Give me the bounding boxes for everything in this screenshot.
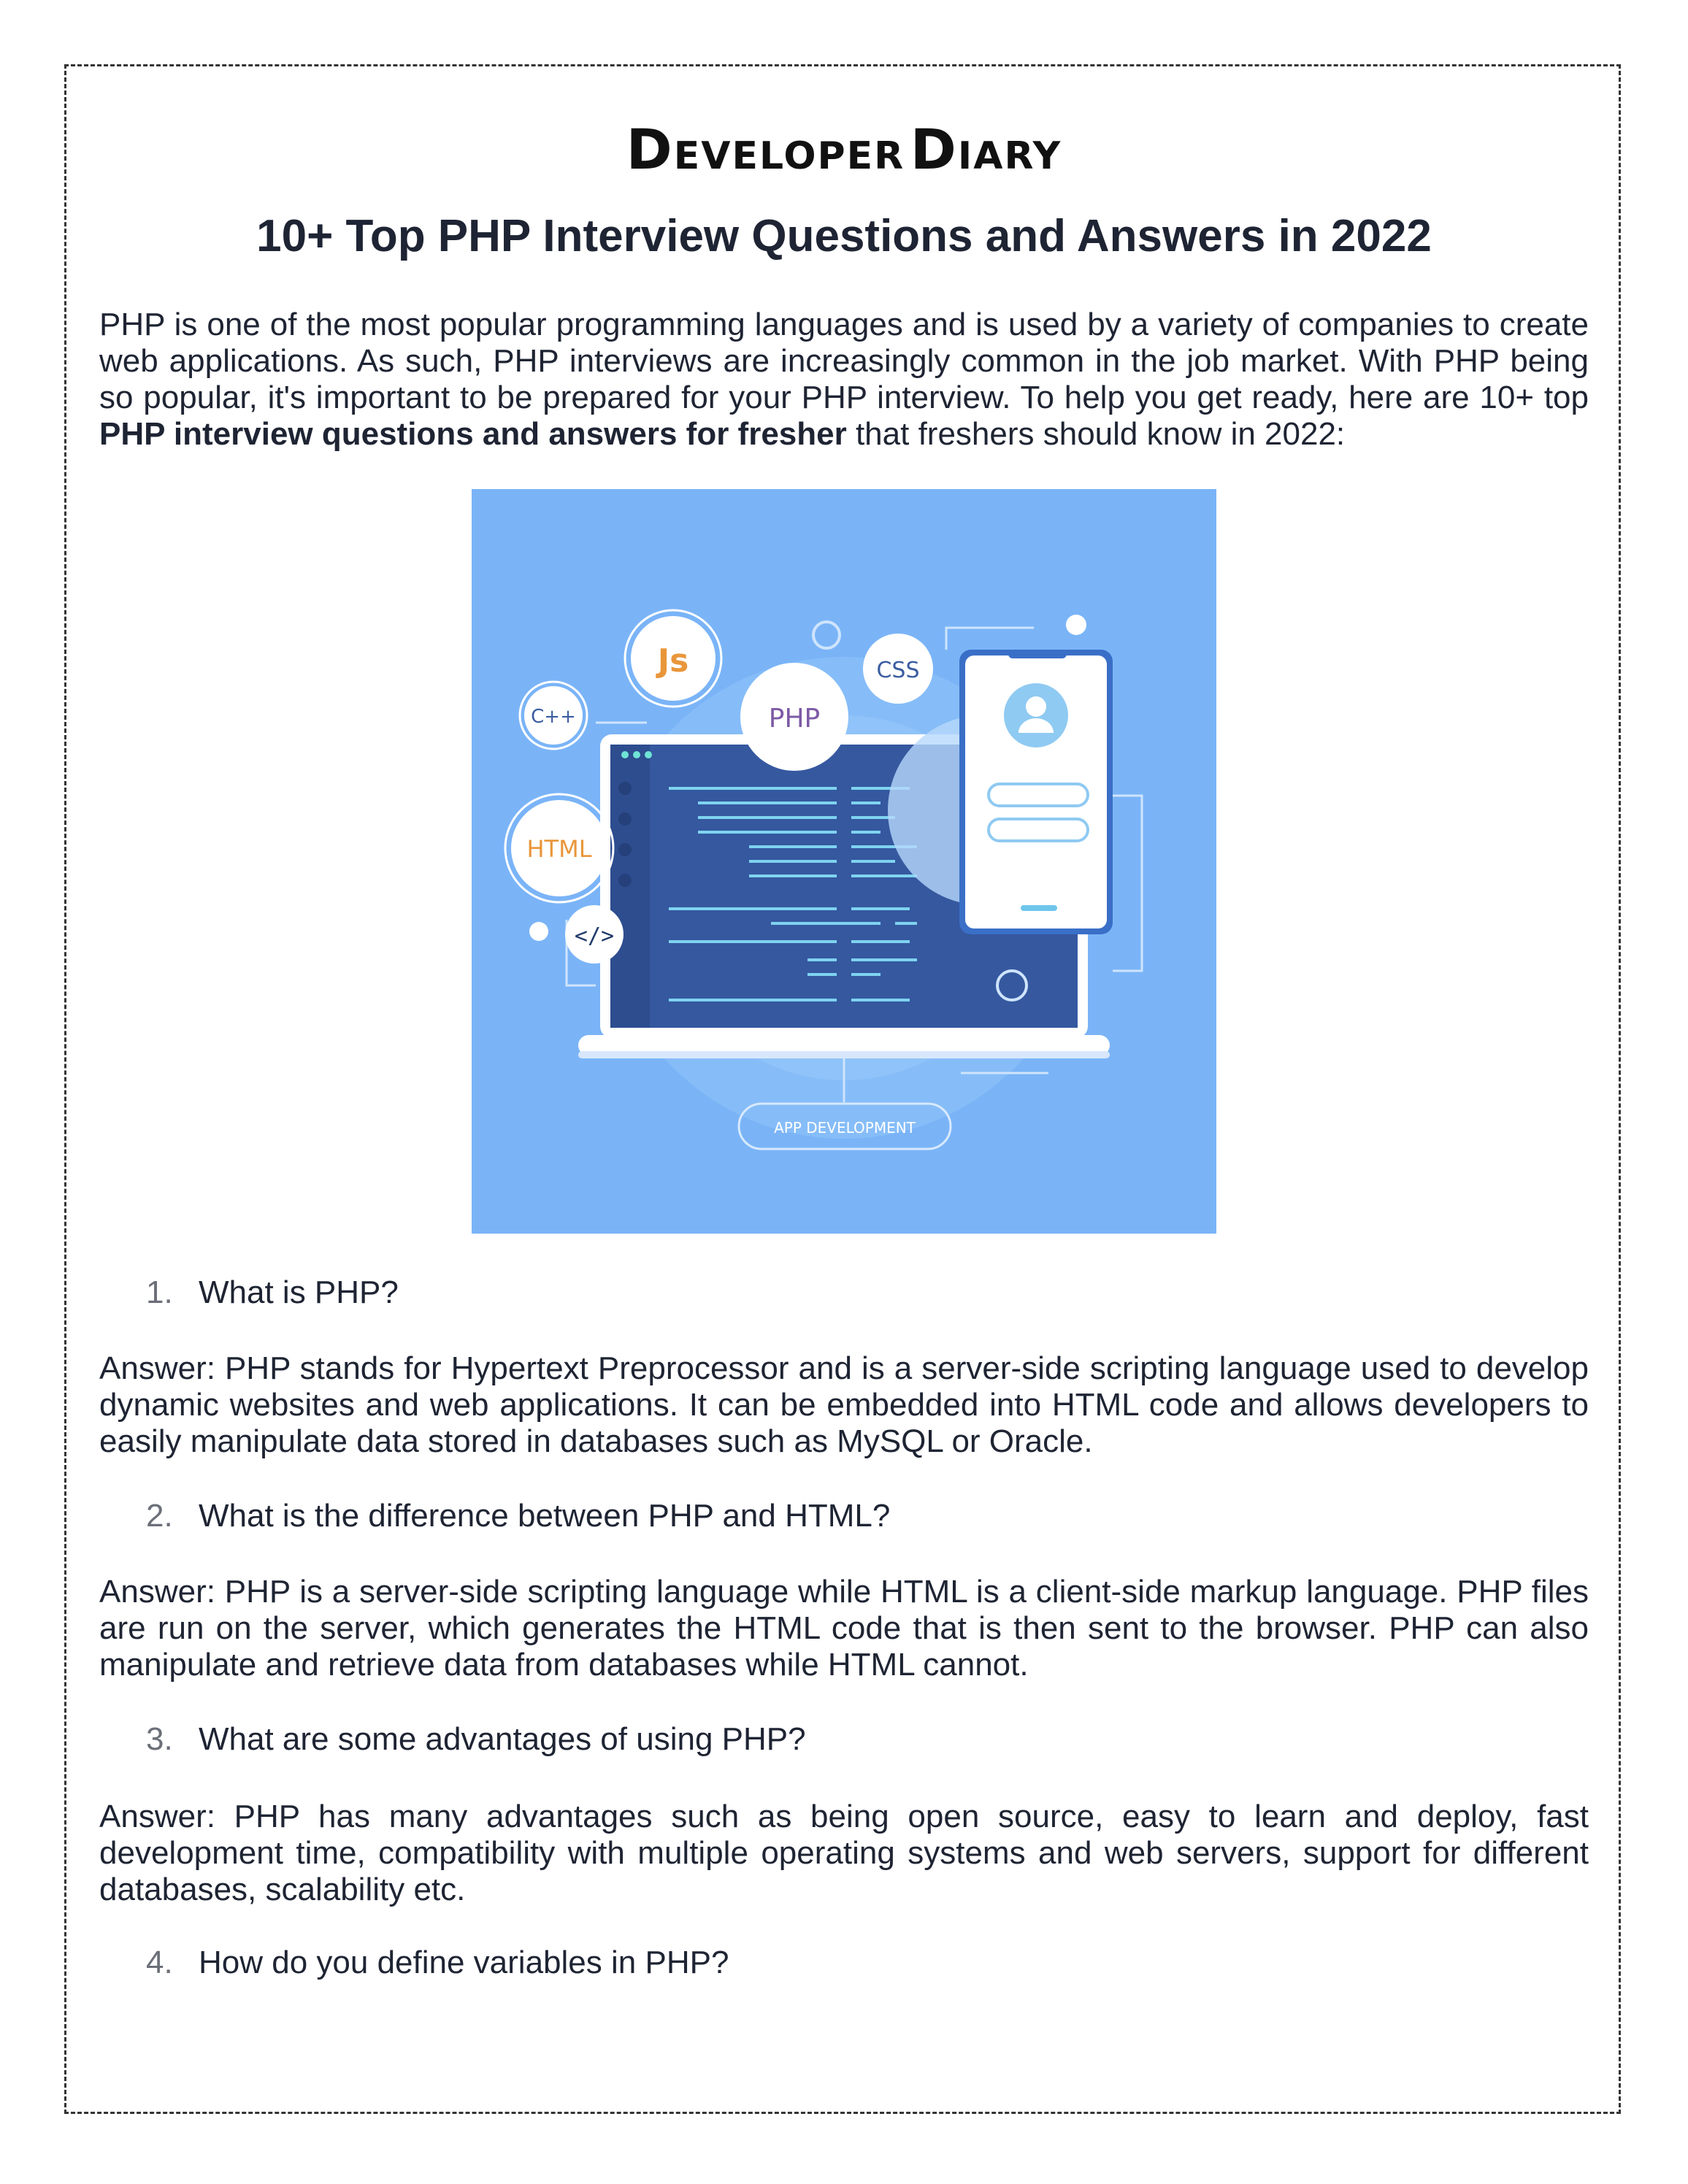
badge-html — [505, 794, 613, 902]
badge-js — [625, 610, 721, 707]
badge-code — [565, 905, 624, 964]
answer-paragraph-1: Answer: PHP stands for Hypertext Preprocessor and is a server-side scripting language used to develop dynamic websites and web applications. It can be embedded into HTML code and allows developers to easily manipulate data stored in databases such as MySQL or Oracle. — [99, 1350, 1589, 1459]
question-number: 3. — [146, 1721, 173, 1757]
logo-word-iary: IARY — [957, 134, 1062, 178]
svg-text:CSS: CSS — [876, 658, 920, 683]
app-development-illustration — [472, 489, 1216, 1234]
gear-icon — [529, 922, 548, 941]
sidebar-dot — [618, 874, 632, 887]
gear-icon — [1066, 615, 1086, 635]
sidebar-dot — [618, 812, 632, 826]
svg-text:Js: Js — [657, 642, 689, 680]
svg-text:APP DEVELOPMENT: APP DEVELOPMENT — [774, 1119, 916, 1137]
intro-text: PHP is one of the most popular programming languages and is used by a variety of companies to create web applications. As such, PHP interviews are increasingly common in the job market. With PHP being so popular, it's important to be prepared for your PHP interview. To help you get ready, here are 10+ top — [99, 307, 1589, 415]
logo-letter-d: D — [626, 117, 674, 182]
window-dot — [645, 751, 652, 758]
logo-letter-d2: D — [910, 117, 958, 182]
question-text: What is the difference between PHP and HTML? — [199, 1498, 891, 1534]
question-text: How do you define variables in PHP? — [199, 1945, 729, 1980]
answer-paragraph-3: Answer: PHP has many advantages such as being open source, easy to learn and deploy, fast development time, compatibility with multiple operating systems and web servers, support for different databases, scalability etc. — [99, 1799, 1589, 1907]
user-avatar-head — [1026, 696, 1046, 717]
question-number: 2. — [146, 1498, 173, 1534]
question-text: What is PHP? — [199, 1274, 399, 1310]
laptop-base-shadow — [578, 1051, 1110, 1058]
sidebar-dot — [618, 782, 632, 795]
svg-text:</>: </> — [574, 923, 615, 949]
intro-bold-keyword: PHP interview questions and answers for fresher — [99, 416, 847, 452]
svg-text:PHP: PHP — [768, 704, 821, 734]
illustration-svg — [472, 489, 1216, 1234]
intro-paragraph — [99, 307, 1589, 453]
intro-text-end: that freshers should know in 2022: — [846, 416, 1346, 452]
gear-icon — [813, 622, 840, 648]
phone-notch — [1008, 650, 1067, 658]
page-title: 10+ Top PHP Interview Questions and Answers in 2022 — [256, 211, 1432, 261]
question-number: 1. — [146, 1274, 173, 1310]
question-text: What are some advantages of using PHP? — [199, 1721, 806, 1757]
badge-css — [863, 634, 933, 704]
badge-php — [740, 663, 848, 771]
badge-cpp — [520, 682, 587, 749]
sidebar-dot — [618, 843, 632, 856]
logo-word-eveloper: EVELOPER — [673, 134, 905, 178]
svg-text:HTML: HTML — [526, 835, 592, 863]
phone-button — [1021, 905, 1057, 911]
window-dot — [621, 751, 629, 758]
answer-paragraph-2: Answer: PHP is a server-side scripting language while HTML is a client-side markup language. PHP files are run on the server, which generates the HTML code that is then sent to the browser. PHP can also manipulate and retrieve data from databases while HTML cannot. — [99, 1574, 1589, 1683]
developer-diary-logo — [0, 117, 1688, 182]
window-dot — [633, 751, 640, 758]
svg-text:C++: C++ — [531, 706, 576, 728]
question-number: 4. — [146, 1945, 173, 1980]
